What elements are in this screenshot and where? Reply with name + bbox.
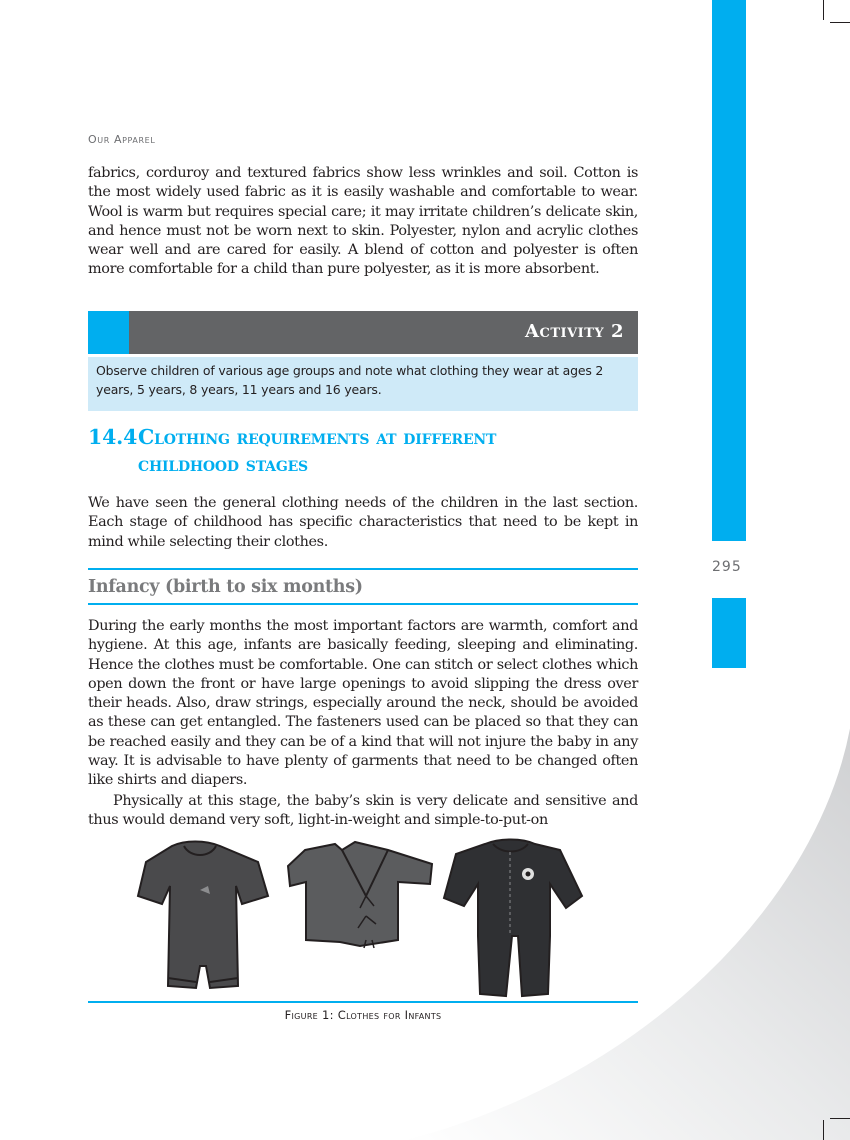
activity-header bbox=[88, 311, 638, 354]
figure-rule bbox=[88, 1001, 638, 1003]
section-paragraph: We have seen the general clothing needs of the children in the last section. Each stage of childhood has specific characteristics that need to be kept in mind while selecting their clothes. bbox=[88, 495, 638, 550]
crop-mark-top bbox=[823, 0, 824, 20]
crop-mark-bottom bbox=[830, 1118, 850, 1119]
activity-accent bbox=[88, 311, 129, 354]
crop-mark-top bbox=[830, 22, 850, 23]
section-title-line1: Clothing requirements at different bbox=[138, 425, 497, 449]
side-bar-lower bbox=[712, 598, 746, 668]
intro-paragraph: fabrics, corduroy and textured fabrics show less wrinkles and soil. Cotton is the most widely used fabric as it is easily washable and comfortable to wear. Wool is warm but requires special care; it may irritate children’s delicate skin, and hence must not be worn next to skin. Polyester, nylon and acrylic clothes wear well and are cared for easily. A blend of cotton and polyester is often more comfortable for a child than pure polyester, as it is more absorbent. bbox=[88, 165, 638, 278]
subheading-rule-bottom bbox=[88, 603, 638, 605]
infancy-paragraph-2: Physically at this stage, the baby’s skin is very delicate and sensitive and thus would demand very soft, light-in-weight and simple-to-put-on bbox=[88, 793, 638, 829]
side-bar-upper bbox=[712, 0, 746, 541]
wrap-top-illustration bbox=[288, 842, 432, 948]
activity-title: Activity 2 bbox=[525, 321, 624, 342]
infancy-paragraph-1: During the early months the most important factors are warmth, comfort and hygiene. At this age, infants are basically feeding, sleeping and eliminating. Hence the clothes must be comfortable. One can stitch or select clothes which open down the front or have large openings to avoid slipping the dress over their heads. Also, draw strings, especially around the neck, should be avoided as these can get entangled. The fasteners used can be placed so that they can be reached easily and they can be of a kind that will not injure the baby in any way. It is advisable to have plenty of garments that need to be changed often like shirts and diapers. bbox=[88, 618, 638, 789]
crop-mark-bottom bbox=[823, 1120, 824, 1140]
activity-body: Observe children of various age groups and note what clothing they wear at ages 2 years, 5 years, 8 years, 11 years and 16 years. bbox=[88, 357, 638, 411]
page-number: 295 bbox=[712, 559, 742, 575]
section-number: 14.4 bbox=[88, 425, 138, 449]
romper-illustration bbox=[138, 842, 268, 989]
subheading-rule-top bbox=[88, 568, 638, 570]
section-heading bbox=[88, 424, 648, 478]
sleepsuit-illustration bbox=[444, 840, 582, 997]
infancy-heading: Infancy (birth to six months) bbox=[88, 577, 363, 597]
running-head: Our Apparel bbox=[88, 133, 156, 146]
infant-clothes-illustration bbox=[130, 836, 600, 1001]
figure-caption: Figure 1: Clothes for Infants bbox=[284, 1008, 442, 1022]
section-title-line2: childhood stages bbox=[138, 452, 308, 476]
